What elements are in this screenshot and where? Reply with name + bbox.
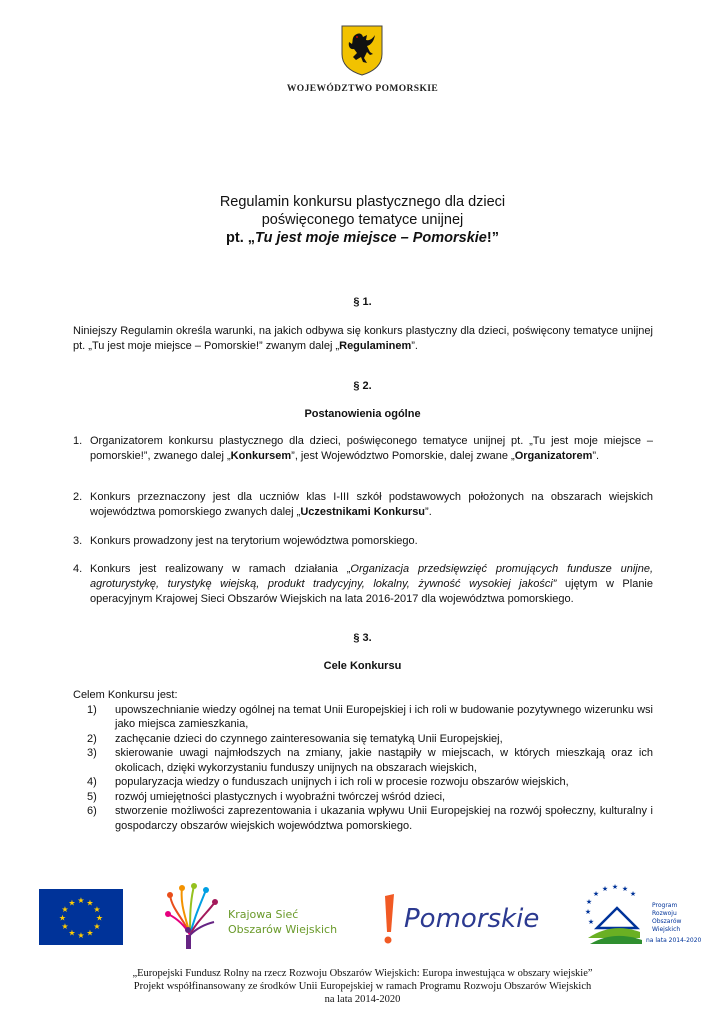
svg-text:★: ★	[93, 922, 101, 931]
item-bold: Organizatorem	[514, 450, 593, 462]
svg-text:★: ★	[68, 928, 76, 938]
item-number: 5)	[87, 790, 97, 803]
item-text: skierowanie uwagi najmłodszych na zmiany, jakie nastąpiły w miejscach, w których mieszkają oraz ich okolicach, dzięki wykorzystaniu funduszy unijnych na obszarach wiejskich,	[115, 747, 653, 774]
pomorskie-wordmark: Pomorskie	[404, 904, 540, 934]
item-number: 3)	[87, 747, 97, 759]
item-number: 6)	[87, 805, 97, 817]
item-bold: Konkursem	[230, 450, 292, 462]
section-2-subheading: Postanowienia ogólne	[304, 408, 421, 420]
section-3-subheading: Cele Konkursu	[323, 660, 402, 672]
svg-text:★: ★	[611, 883, 619, 891]
item-text: Konkurs przeznaczony jest dla uczniów klas I-III szkół podstawowych położonych na obszarach wiejskich województwa pomorskiego zwanych dalej „	[90, 491, 653, 518]
section-2-heading: § 2.	[353, 380, 372, 392]
s1-text-a: Niniejszy Regulamin określa warunki, na jakich odbywa się konkurs plastyczny dla dzieci, poświęcony tematyce unijnej pt. „Tu jest moje miejsce – Pomorskie!” zwanym dalej „	[73, 325, 653, 352]
item-text: upowszechnianie wiedzy ogólnej na temat Unii Europejskiej i ich roli w budowanie pozytywnego wizerunku wsi jako miejsca zamieszkania,	[115, 703, 653, 730]
list-item	[73, 534, 653, 549]
list-item	[73, 732, 653, 747]
item-text: ”.	[592, 450, 600, 462]
svg-text:★: ★	[93, 905, 101, 914]
item-italic: Organizacja przedsięwzięć promujących fundusze unijne, agroturystykę, turystykę wiejską, produkt tradycyjny, lokalny, żywność wysokiej jakości”	[90, 563, 653, 590]
ksow-logo-icon	[165, 883, 337, 949]
s1-bold: Regulaminem	[339, 340, 412, 352]
title-prefix: pt. „	[226, 230, 256, 246]
footer-line-1: „Europejski Fundusz Rolny na rzecz Rozwoju Obszarów Wiejskich: Europa inwestująca w obszary wiejskie”	[132, 968, 593, 979]
list-item	[73, 490, 653, 520]
svg-text:★: ★	[77, 931, 85, 940]
list-item	[73, 804, 653, 833]
list-item	[73, 790, 653, 805]
footer	[0, 967, 725, 1006]
svg-text:★: ★	[61, 905, 69, 914]
item-text: stworzenie możliwości zaprezentowania i ukazania wpływu Unii Europejskiej na rozwój społeczny, kulturalny i gospodarczy obszarów wiejskich województwa pomorskiego.	[115, 805, 653, 832]
ksow-line-2: Obszarów Wiejskich	[228, 923, 338, 936]
item-number: 2)	[87, 732, 97, 745]
svg-text:★: ★	[86, 898, 94, 908]
title-line-2: poświęconego tematyce unijnej	[261, 212, 464, 228]
s1-text-b: ”.	[411, 340, 418, 352]
svg-text:★: ★	[58, 913, 67, 923]
prow-line: Wiejskich	[652, 926, 681, 933]
item-number: 1.	[73, 435, 83, 447]
footer-line-2: Projekt współfinansowany ze środków Unii Europejskiej w ramach Programu Rozwoju Obszarów Wiejskich	[133, 981, 592, 992]
list-item	[73, 703, 653, 732]
title-line-3	[0, 229, 725, 247]
item-text: ujętym w Planie operacyjnym Krajowej Sieci Obszarów Wiejskich na lata 2016-2017 dla województwa pomorskiego.	[90, 578, 653, 605]
svg-text:★: ★	[629, 890, 637, 898]
section-3-heading: § 3.	[353, 632, 372, 644]
section-1-text	[73, 324, 653, 354]
prow-line: Obszarów	[652, 918, 682, 925]
prow-years: na lata 2014-2020	[646, 937, 702, 944]
goals-intro: Celem Konkursu jest:	[73, 689, 178, 701]
item-number: 1)	[87, 703, 97, 716]
goals-list	[73, 688, 653, 833]
item-text: Konkurs jest realizowany w ramach działania „	[90, 563, 351, 575]
item-bold: Uczestnikami Konkursu	[300, 506, 426, 518]
item-text: ”, jest Województwo Pomorskie, dalej zwane „	[291, 450, 515, 462]
item-number: 4.	[73, 563, 83, 575]
footer-line-3: na lata 2014-2020	[324, 994, 401, 1005]
svg-text:★: ★	[86, 928, 94, 938]
svg-text:★: ★	[95, 913, 104, 923]
prow-line: Rozwoju	[652, 910, 677, 917]
prow-logo-icon	[585, 883, 702, 944]
document-title	[0, 193, 725, 247]
list-item	[73, 434, 653, 464]
pomorskie-logo-icon	[385, 894, 540, 944]
title-suffix: !”	[486, 230, 499, 246]
item-text: popularyzacja wiedzy o funduszach unijnych i ich roli w procesie rozwoju obszarów wiejskich,	[115, 776, 569, 788]
svg-text:★: ★	[585, 898, 593, 906]
list-item	[73, 562, 653, 607]
item-text: ”.	[425, 506, 432, 518]
contest-name: Tu jest moje miejsce – Pomorskie	[255, 230, 487, 246]
voivodeship-label: WOJEWÓDZTWO POMORSKIE	[286, 84, 439, 94]
list-item	[73, 746, 653, 775]
ksow-line-1: Krajowa Sieć	[228, 908, 299, 921]
item-number: 2.	[73, 491, 83, 503]
funding-logos	[0, 880, 725, 955]
title-line-1: Regulamin konkursu plastycznego dla dzieci	[219, 194, 506, 210]
svg-text:★: ★	[601, 885, 609, 893]
pomorskie-crest-icon	[340, 24, 384, 76]
svg-text:★: ★	[621, 885, 629, 893]
prow-line: Program	[652, 902, 678, 909]
item-number: 4)	[87, 776, 97, 788]
item-text: rozwój umiejętności plastycznych i wyobraźni twórczej wśród dzieci,	[115, 790, 446, 803]
item-text: Organizatorem konkursu plastycznego dla dzieci, poświęconego tematyce unijnej pt. „Tu jest moje miejsce – pomorskie!”, zwanego dalej „	[90, 435, 653, 462]
list-item	[73, 775, 653, 790]
item-text: Konkurs prowadzony jest na terytorium województwa pomorskiego.	[90, 535, 418, 547]
svg-text:★: ★	[584, 908, 592, 916]
eu-flag-icon	[39, 889, 123, 945]
section-1-heading: § 1.	[353, 296, 372, 308]
svg-text:★: ★	[68, 898, 76, 908]
item-number: 3.	[73, 535, 83, 547]
svg-text:★: ★	[61, 922, 69, 931]
svg-text:★: ★	[77, 896, 85, 905]
svg-text:★: ★	[587, 918, 595, 926]
svg-text:★: ★	[592, 890, 600, 898]
item-text: zachęcanie dzieci do czynnego zainteresowania się tematyką Unii Europejskiej,	[115, 732, 503, 745]
